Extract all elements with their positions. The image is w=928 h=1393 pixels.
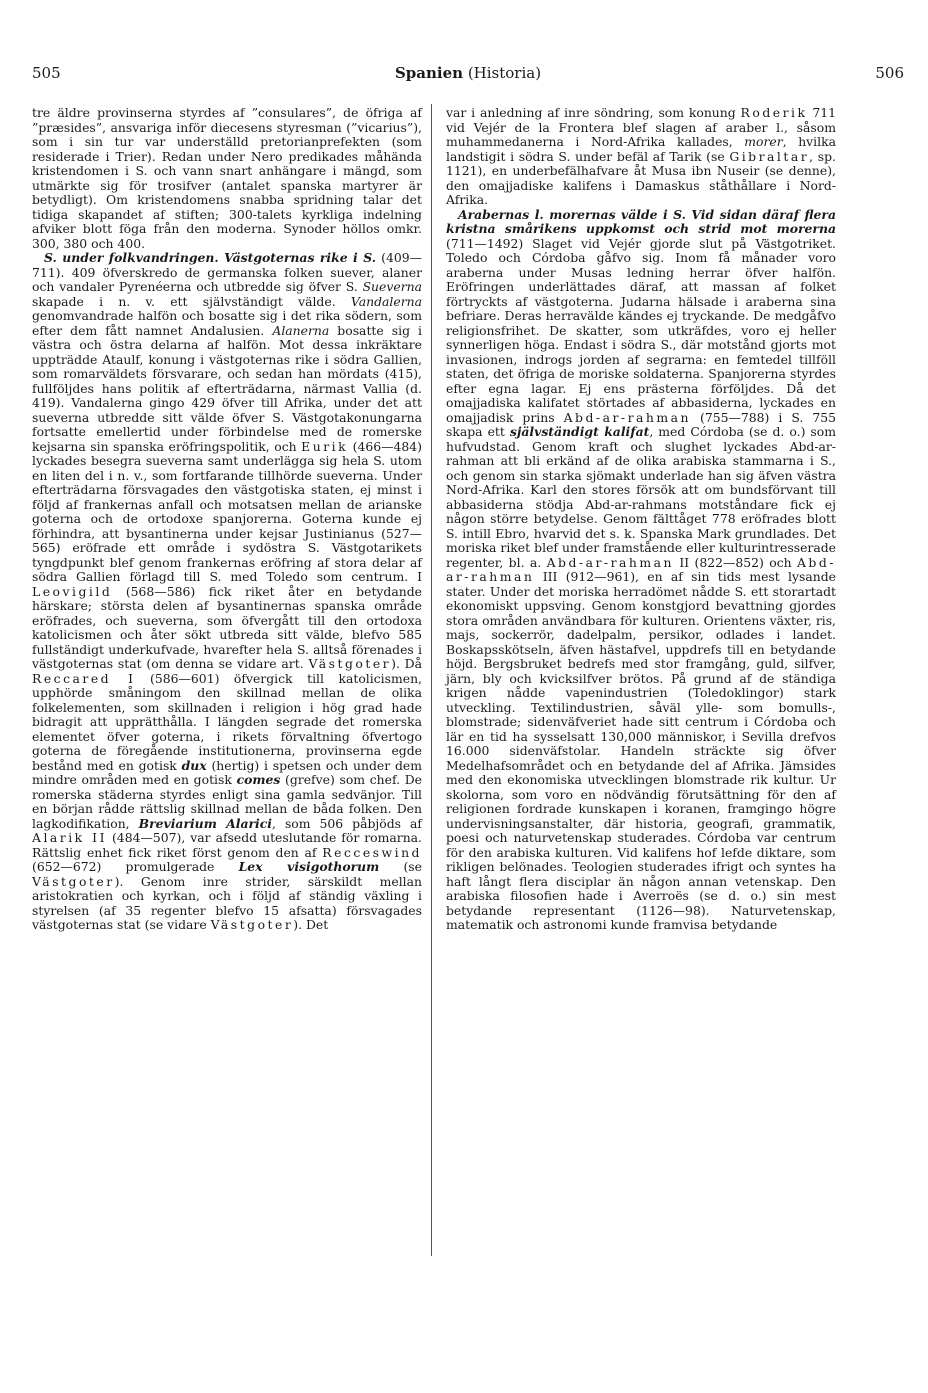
paragraph-roderik: var i anledning af inre söndring, som konung Roderik 711 vid Vejér de la Frontera blef slagen af araber l., såsom muhammedanerna i Nord-Afrika kallades, morer, hvilka landstigit i södra S. under befäl af Tarik (se Gibraltar, sp. 1121), en underbefälhafvare åt Musa ibn Nuseir (se denne), den omajjadiske kalifens i Damaskus ståthållare i Nord-Afrika. <box>446 105 836 207</box>
section-heading: S. under folkvandringen. Västgoternas rike i S. <box>44 250 377 265</box>
paragraph-provinces: tre äldre provinserna styrdes af ”consulares”, de öfriga af ”præsides”, ansvariga inför diecesens styresman (”vicarius”), som i sin tur var underställd pretorianprefekten (som residerade i Trier). Redan under Nero predikades måhända kristendomen i S. och vann snart anhängare i mängd, som utmärkte sig för trosifver (antalet spanska martyrer är betydligt). Om kristendomens snabba spridning talar det tidiga skapandet af stiften; 300-talets kyrkliga indelning afviker blott föga från den moderna. Synoder höllos omkr. 300, 380 och 400. <box>32 105 422 251</box>
paragraph-folkvandringen: S. under folkvandringen. Västgoternas rike i S. (409—711). 409 öfverskredo de germanska folken suever, alaner och vandaler Pyrenéerna och utbredde sig öfver S. Sueverna skapade i n. v. ett självständigt välde. Vandalerna genomvandrade halfön och bosatte sig i det rika södern, som efter dem fått namnet Andalusien. Alanerna bosatte sig i västra och östra delarna af halfön. Mot dessa inkräktare uppträdde Ataulf, konung i västgoternas rike i södra Gallien, som romarväldets försvarare, och sedan han mördats (415), fullföljdes hans politik af efterträdarna, närmast Vallia (d. 419). Vandalerna gingo 429 öfver till Afrika, under det att sueverna utbredde sitt välde öfver S. Västgotakonungarna fortsatte emellertid under förbindelse med de romerske kejsarna sin spanska eröfringspolitik, och Eurik (466—484) lyckades besegra sueverna samt underlägga sig hela S. utom en liten del i n. v., som fortfarande tillhörde sueverna. Under efterträdarna försvagades den västgotiska staten, ej minst i följd af frankernas anfall och motsatsen mellan de arianske goterna och de ortodoxe spanjorerna. Goterna kunde ej förhindra, att bysantinerna under kejsar Justinianus (527—565) eröfrade ett område i sydöstra S. Västgotarikets tyngdpunkt blef genom frankernas eröfring af stora delar af södra Gallien förlagd till S. med Toledo som centrum. I Leovigild (568—586) fick riket åter en betydande härskare; största delen af bysantinernas spanska område eröfrades, och sueverna, som öfvergått till den ortodoxa katolicismen och åter sökt utbreda sitt välde, blefvo 585 fullständigt underkufvade, hvarefter hela S. alltså förenades i västgoternas stat (om denna se vidare art. Västgoter). Då Reccared I (586—601) öfvergick till katolicismen, upphörde småningom den skillnad mellan de olika folkelementen, som skillnaden i religion i hög grad hade bidragit att upprätthålla. I längden segrade det romerska elementet öfver goterna, i rikets förvaltning öfvertogo goterna de föregående institutionerna, provinserna egde bestånd med en gotisk dux (hertig) i spetsen och under dem mindre områden med en gotisk comes (grefve) som chef. De romerska städerna styrdes enligt sina gamla sedvänjor. Till en början rådde rättslig skillnad mellan de båda folken. Den lagkodifikation, Breviarium Alarici, som 506 påbjöds af Alarik II (484—507), var afsedd uteslutande för romarna. Rättslig enhet fick riket först genom den af Recceswind (652—672) promulgerade Lex visigothorum (se Västgoter). Genom inre strider, särskildt mellan aristokratien och kyrkan, och i följd af ständig växling i styrelsen (af 35 regenter blefvo 15 afsatta) försvagades västgoternas stat (se vidare Västgoter). Det <box>32 250 422 932</box>
page-number-right: 506 <box>875 64 904 82</box>
paragraph-arabernas: Arabernas l. morernas välde i S. Vid sidan däraf flera kristna smårikens uppkomst och strid mot morerna (711—1492) Slaget vid Vejér gjorde slut på Västgotriket. Toledo och Córdoba gåfvo sig. Inom få månader voro araberna under Musas ledning herrar öfver halfön. Eröfringen underlättades däraf, att massan af folket förtryckts af västgoterna. Judarna hälsade i araberna sina befriare. Deras herravälde kändes ej tryckande. De medgåfvo religionsfrihet. De skatter, som utkräfdes, voro ej heller synnerligen höga. Endast i södra S., där motstånd gjorts mot invasionen, indrogs jorden af segrarna: en femtedel tillföll staten, det öfriga de moriske soldaterna. Spanjorerna styrdes efter egna lagar. Ej ens prästerna förföljdes. Då det omajjadiska kalifatet störtades af abbasiderna, lyckades en omajjadisk prins Abd-ar-rahman (755—788) i S. 755 skapa ett självständigt kalifat, med Córdoba (se d. o.) som hufvudstad. Genom kraft och slughet lyckades Abd-ar-rahman att bli erkänd af de olika arabiska stammarna i S., och genom sin starka sjömakt underlade han sig äfven västra Nord-Afrika. Karl den stores försök att om bundsförvant till abbasiderna stödja Abd-ar-rahmans motståndare fick ej någon större betydelse. Genom fälttåget 778 eröfrades blott S. intill Ebro, hvarvid det s. k. Spanska Mark grundlades. Det moriska riket blef under framstående eller kulturintresserade regenter, bl. a. Abd-ar-rahman II (822—852) och Abd-ar-rahman III (912—961), en af sin tids mest lysande stater. Under det moriska herradömet nådde S. ett storartadt ekonomiskt uppsving. Genom konstgjord bevattning gjordes stora områden användbara för kulturen. Orientens växter, ris, majs, sockerrör, dadelpalm, persikor, odlades i landet. Boskapsskötseln, äfven hästafvel, uppdrefs till en betydande höjd. Bergsbruket bedrefs med stor framgång, guld, silfver, järn, bly och kvicksilfver brötos. På grund af de ständiga krigen nådde vapenindustrien (Toledoklingor) stark utveckling. Textilindustrien, såväl ylle- som bomulls-, blomstrade; sidenväfveriet hade sitt centrum i Córdoba och lär en tid ha sysselsatt 130,000 människor, i Sevilla drefvos 16.000 sidenväfstolar. Handeln sträckte sig öfver Medelhafsområdet och en betydande del af Afrika. Jämsides med den ekonomiska utvecklingen blomstrade rik kultur. Ur skolorna, som voro en nödvändig förutsättning för den af religionen fordrade kunskapen i koranen, framgingo högre undervisningsanstalter, där historia, geografi, grammatik, poesi och naturvetenskap studerades. Córdoba var centrum för den arabiska kulturen. Vid kalifens hof lefde diktare, som rikligen belönades. Teologien studerades ifrigt och syntes ha haft långt flera disciplar än någon annan vetenskap. Den arabiska filosofien hade i Averroës (se d. o.) sin mest betydande representant (1126—98). Naturvetenskap, matematik och astronomi kunde framvisa betydande <box>446 206 836 932</box>
running-title <box>32 64 904 82</box>
title-keyword: Spanien <box>394 64 464 82</box>
section-heading: Arabernas l. morernas välde i S. Vid sidan däraf flera kristna smårikens uppkomst och strid mot morerna <box>446 206 836 236</box>
title-subject: (Historia) <box>467 64 542 82</box>
column-divider <box>431 104 432 1256</box>
page-header <box>32 64 904 88</box>
right-column <box>446 106 836 933</box>
page-number-left: 505 <box>32 64 61 82</box>
left-column <box>32 106 422 933</box>
